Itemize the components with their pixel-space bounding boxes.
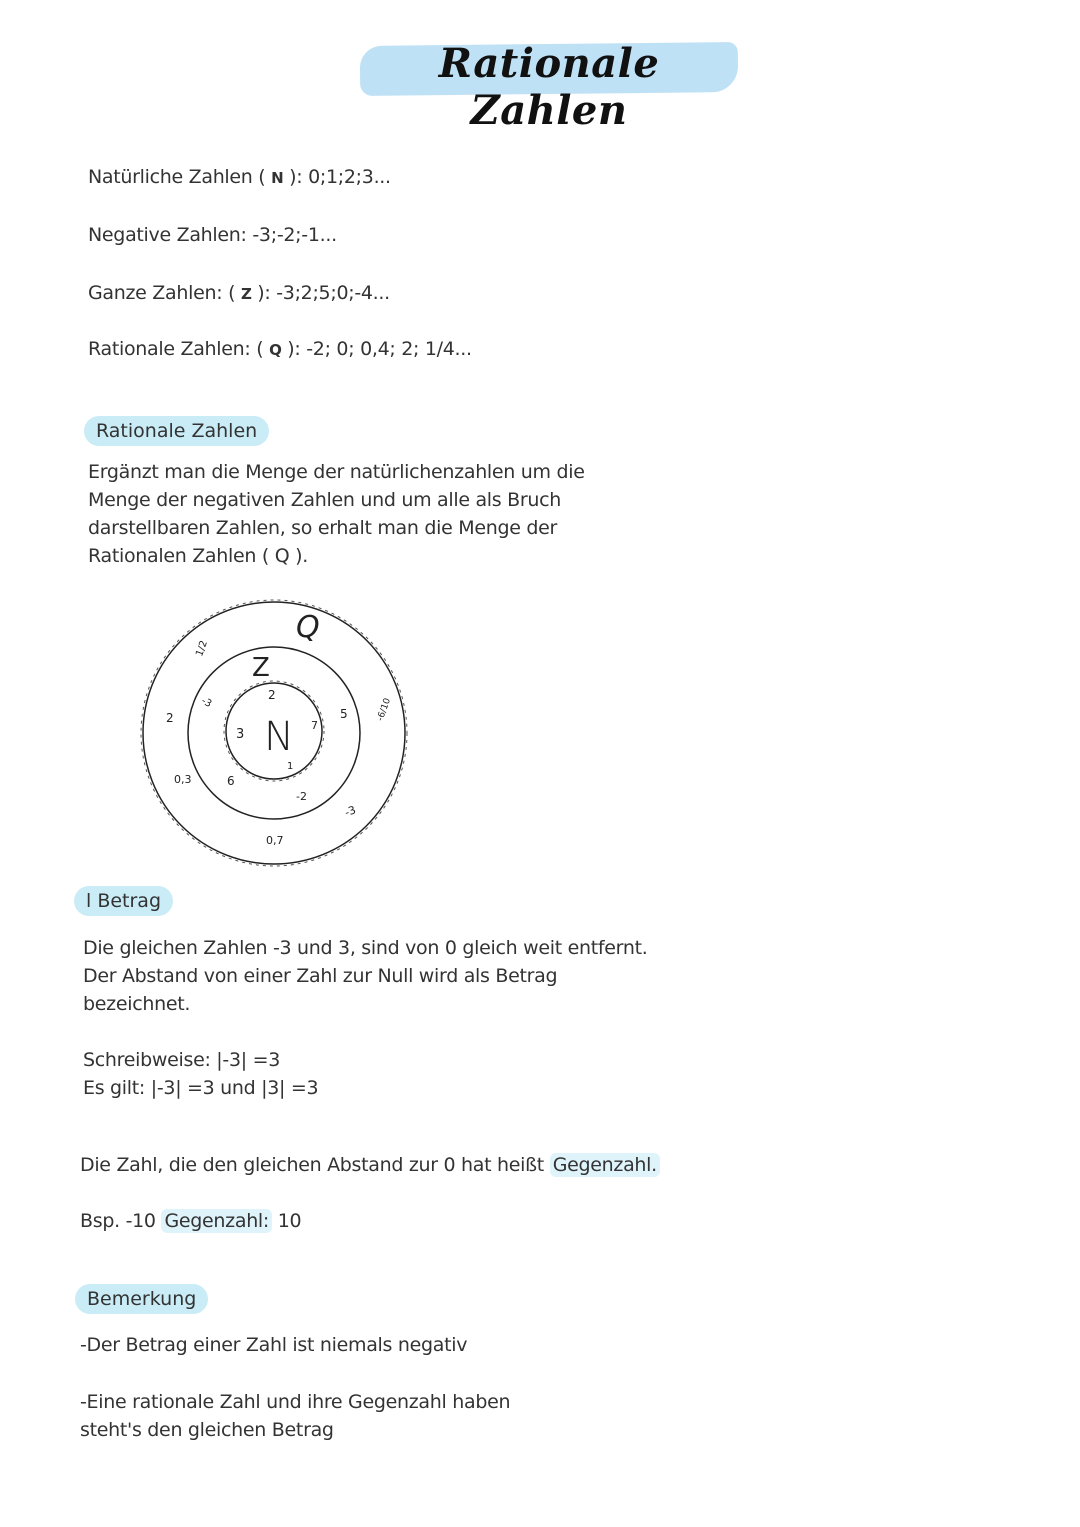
example-value: 10 [277, 1210, 302, 1232]
bemerkung-line-1: -Der Betrag einer Zahl ist niemals negativ [80, 1334, 468, 1356]
outer-value: -3 [342, 803, 358, 820]
set-integer-label: Ganze Zahlen [88, 282, 217, 304]
label-n: N [264, 714, 294, 760]
outer-value: 1/2 [194, 639, 211, 659]
outer-value: 0,3 [174, 773, 192, 786]
set-natural-symbol: N [271, 169, 284, 187]
set-negative: Negative Zahlen: -3;-2;-1... [88, 224, 337, 246]
betrag-line: Der Abstand von einer Zahl zur Null wird als Betrag [83, 965, 558, 987]
rational-definition [88, 458, 585, 570]
outer-value: 2 [166, 711, 174, 725]
section-heading-rational: Rationale Zahlen [84, 416, 269, 446]
number-set-diagram [130, 592, 420, 877]
set-natural: Natürliche Zahlen ( N ): 0;1;2;3... [88, 166, 391, 188]
bemerkung-line-2b: steht's den gleichen Betrag [80, 1419, 334, 1441]
gegenzahl-example [80, 1210, 301, 1232]
set-natural-values: 0;1;2;3... [308, 166, 391, 188]
gegenzahl-definition [80, 1154, 660, 1176]
set-rational: Rationale Zahlen: ( Q ): -2; 0; 0,4; 2; 1/4... [88, 338, 472, 360]
middle-value: -2 [296, 790, 307, 803]
example-term: Gegenzahl: [161, 1209, 272, 1233]
inner-value: 1 [287, 761, 294, 772]
outer-value: -6/10 [375, 697, 394, 723]
middle-value: 6 [227, 774, 235, 788]
betrag-line: Die gleichen Zahlen -3 und 3, sind von 0 gleich weit entfernt. [83, 937, 648, 959]
rational-line: Menge der negativen Zahlen und um alle als Bruch [88, 489, 561, 511]
label-z: Z [252, 653, 270, 683]
betrag-definition [83, 934, 648, 1018]
inner-value: 7 [311, 719, 318, 732]
set-rational-values: -2; 0; 0,4; 2; 1/4... [306, 338, 472, 360]
set-rational-label: Rationale Zahlen [88, 338, 245, 360]
page-title: Rationale Zahlen [438, 40, 660, 134]
label-q: Q [296, 610, 320, 645]
rule-line: Es gilt: |-3| =3 und |3| =3 [83, 1077, 319, 1099]
bemerkung-line-2 [80, 1388, 510, 1444]
bemerkung-line-2a: -Eine rationale Zahl und ihre Gegenzahl haben [80, 1391, 511, 1413]
set-integer: Ganze Zahlen: ( Z ): -3;2;5;0;-4... [88, 282, 390, 304]
rational-line: Rationalen Zahlen ( Q ). [88, 545, 308, 567]
gegenzahl-text: Die Zahl, die den gleichen Abstand zur 0 hat heißt [80, 1154, 544, 1176]
middle-value: 2 [268, 688, 276, 702]
section-heading-bemerkung: Bemerkung [75, 1284, 208, 1314]
gegenzahl-term: Gegenzahl. [550, 1153, 660, 1177]
set-negative-label: Negative Zahlen [88, 224, 241, 246]
rational-line: darstellbaren Zahlen, so erhalt man die Menge der [88, 517, 558, 539]
notation-line: Schreibweise: |-3| =3 [83, 1049, 281, 1071]
set-rational-symbol: Q [269, 341, 282, 359]
outer-value: 0,7 [266, 834, 284, 847]
set-negative-values: -3;-2;-1... [252, 224, 337, 246]
middle-value: 5 [340, 707, 348, 721]
section-heading-betrag: l Betrag [74, 886, 173, 916]
rational-line: Ergänzt man die Menge der natürlichenzahlen um die [88, 461, 585, 483]
title-block [360, 38, 738, 134]
set-natural-label: Natürliche Zahlen [88, 166, 253, 188]
example-prefix: Bsp. -10 [80, 1210, 156, 1232]
middle-value: -3 [199, 695, 214, 711]
inner-value: 3 [236, 727, 245, 742]
set-integer-values: -3;2;5;0;-4... [276, 282, 390, 304]
betrag-notation [83, 1046, 318, 1102]
set-integer-symbol: Z [240, 285, 252, 303]
betrag-line: bezeichnet. [83, 993, 191, 1015]
